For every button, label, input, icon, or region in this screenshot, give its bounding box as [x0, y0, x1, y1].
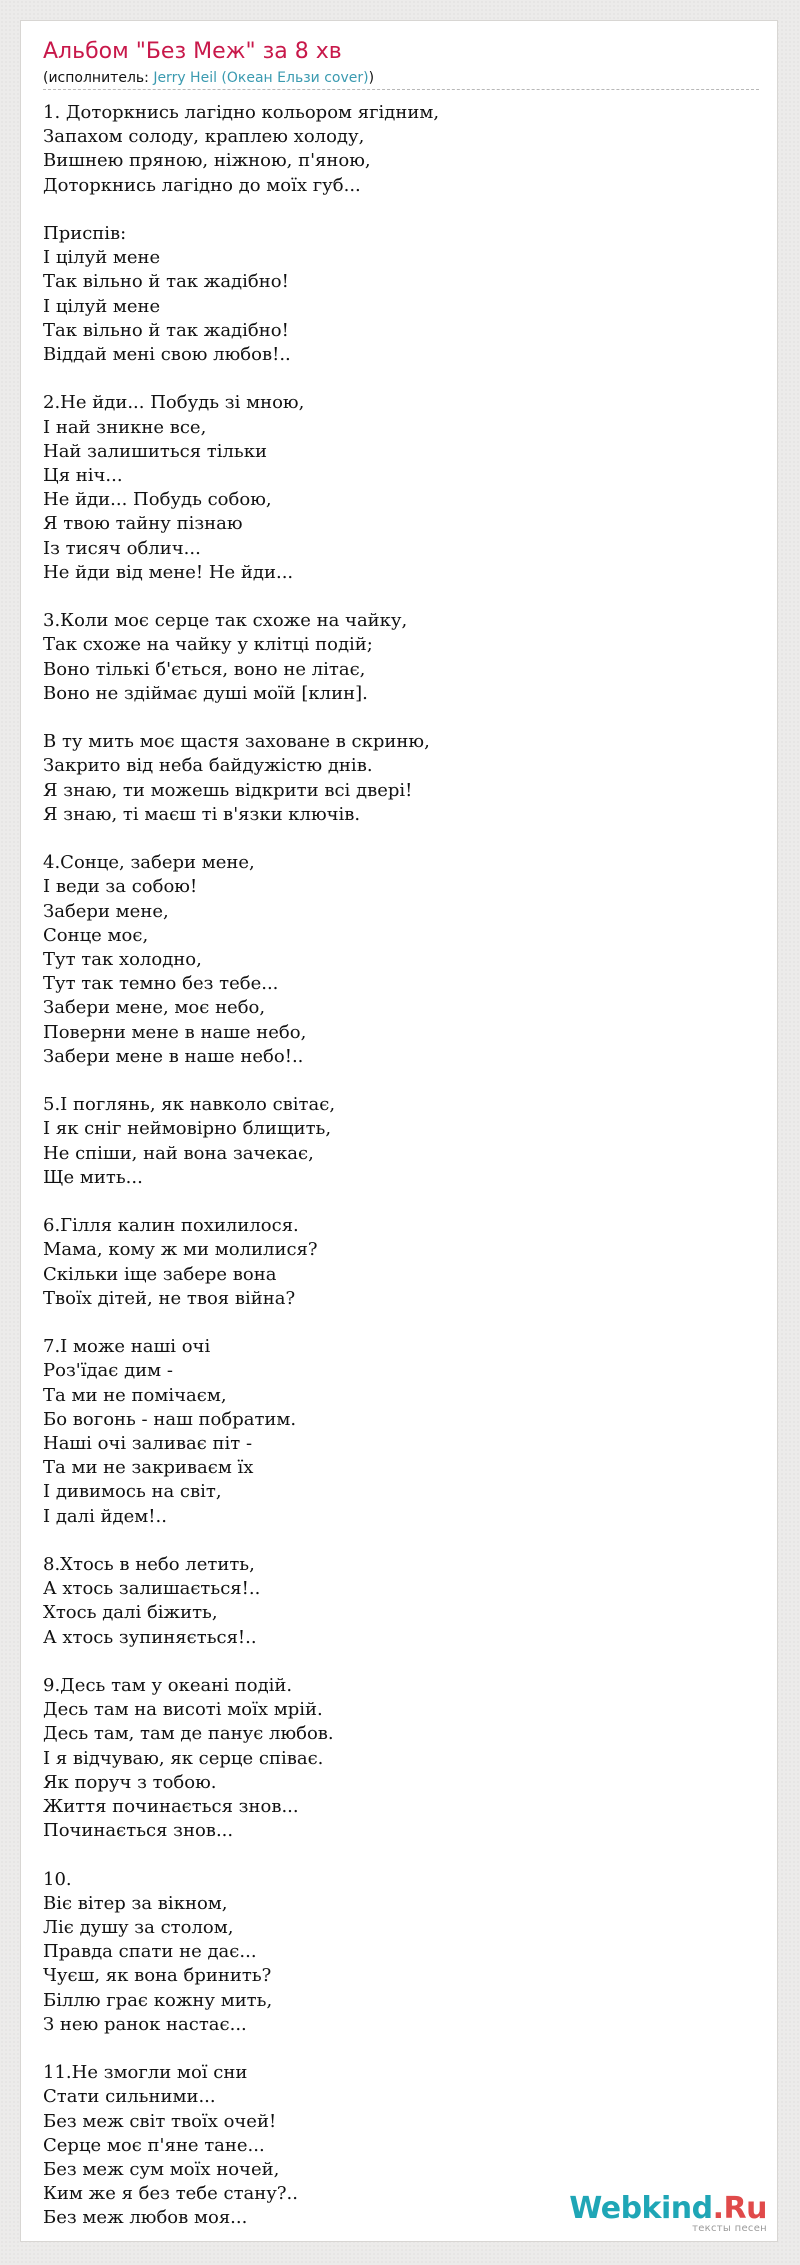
lyric-line: Та ми не помічаєм,: [43, 1384, 227, 1406]
lyric-line: Не йди від мене! Не йди...: [43, 561, 294, 583]
lyric-line: Запахом солоду, краплею холоду,: [43, 126, 365, 148]
lyric-line: Роз'їдає дим -: [43, 1360, 173, 1382]
lyric-stanza: [43, 1674, 759, 1843]
performer-suffix: ): [368, 70, 375, 86]
lyric-line: Не спіши, най вона зачекає,: [43, 1142, 314, 1164]
lyric-line: І я відчуваю, як серце співає.: [43, 1747, 324, 1769]
lyric-line: Вишнею пряною, ніжною, п'яною,: [43, 150, 371, 172]
lyrics-body: [43, 101, 759, 2255]
lyric-line: Без меж світ твоїх очей!: [43, 2110, 277, 2132]
lyric-line: Так вільно й так жадібно!: [43, 319, 289, 341]
lyric-line: Хтось далі біжить,: [43, 1602, 218, 1624]
lyric-line: Ця ніч...: [43, 465, 123, 487]
lyric-line: Чуєш, як вона бринить?: [43, 1965, 272, 1987]
lyric-line: Не йди... Побудь собою,: [43, 489, 272, 511]
lyric-line: Забери мене, моє небо,: [43, 997, 266, 1019]
lyric-line: Без меж сум моїх ночей,: [43, 2159, 280, 2181]
lyric-stanza: [43, 222, 759, 367]
lyric-line: Сонце моє,: [43, 924, 149, 946]
lyric-stanza: [43, 101, 759, 198]
lyric-line: 2.Не йди... Побудь зі мною,: [43, 392, 305, 414]
lyric-stanza: [43, 1335, 759, 1529]
lyric-line: Десь там, там де панує любов.: [43, 1723, 334, 1745]
lyric-stanza: [43, 609, 759, 706]
lyric-line: Ким же я без тебе стану?..: [43, 2183, 298, 2205]
lyric-line: І дивимось на світ,: [43, 1481, 222, 1503]
lyric-line: І далі йдем!..: [43, 1505, 167, 1527]
lyric-stanza: [43, 730, 759, 827]
lyric-line: Твоїх дітей, не твоя війна?: [43, 1287, 296, 1309]
lyric-line: Доторкнись лагідно до моїх губ...: [43, 174, 361, 196]
lyric-stanza: [43, 1553, 759, 1650]
lyric-line: Я знаю, ті маєш ті в'язки ключів.: [43, 803, 361, 825]
lyric-line: І цілуй мене: [43, 295, 161, 317]
performer-link[interactable]: Jerry Heil (Океан Ельзи cover): [153, 70, 369, 86]
performer-line: [43, 70, 759, 90]
lyric-line: Стати сильними...: [43, 2086, 216, 2108]
lyrics-card: [20, 20, 778, 2242]
logo-tld: .Ru: [712, 2191, 767, 2226]
lyric-line: Воно не здіймає душі моїй [клин].: [43, 682, 368, 704]
lyric-line: Я твою тайну пізнаю: [43, 513, 243, 535]
lyric-line: Правда спати не дає...: [43, 1941, 257, 1963]
lyric-line: 5.І поглянь, як навколо світає,: [43, 1094, 336, 1116]
lyric-line: Віє вітер за вікном,: [43, 1892, 228, 1914]
lyric-line: Як поруч з тобою.: [43, 1771, 217, 1793]
lyric-line: Десь там на висоті моїх мрій.: [43, 1699, 323, 1721]
lyric-line: Скільки іще забере вона: [43, 1263, 277, 1285]
lyric-line: Життя починається знов...: [43, 1796, 299, 1818]
lyric-line: В ту мить моє щастя заховане в скриню,: [43, 731, 430, 753]
lyric-line: 6.Гілля калин похилилося.: [43, 1215, 299, 1237]
lyric-line: Я знаю, ти можешь відкрити всі двері!: [43, 779, 413, 801]
lyric-line: Ліє душу за столом,: [43, 1917, 234, 1939]
lyric-line: 7.І може наші очі: [43, 1336, 211, 1358]
lyric-line: Поверни мене в наше небо,: [43, 1021, 307, 1043]
lyric-line: 11.Не змогли мої сни: [43, 2062, 248, 2084]
lyric-line: І цілуй мене: [43, 247, 161, 269]
logo-wordmark: Webkind: [569, 2191, 713, 2226]
lyric-line: Ще мить...: [43, 1166, 143, 1188]
lyric-stanza: [43, 1214, 759, 1311]
lyric-line: А хтось залишається!..: [43, 1578, 261, 1600]
performer-prefix: (исполнитель:: [43, 70, 154, 86]
lyric-line: Наші очі заливає піт -: [43, 1433, 253, 1455]
lyric-line: Забери мене в наше небо!..: [43, 1045, 304, 1067]
lyric-line: Та ми не закриваєм їх: [43, 1457, 254, 1479]
lyric-line: Із тисяч облич...: [43, 537, 201, 559]
lyric-line: Так схоже на чайку у клітці подій;: [43, 634, 373, 656]
lyric-line: Тут так холодно,: [43, 949, 202, 971]
lyric-line: І як сніг неймовірно блищить,: [43, 1118, 332, 1140]
lyric-stanza: [43, 1093, 759, 1190]
lyric-line: 8.Хтось в небо летить,: [43, 1554, 255, 1576]
lyric-line: 10.: [43, 1868, 72, 1890]
logo-tagline: тексты песен: [692, 2223, 767, 2234]
lyric-line: Віддай мені свою любов!..: [43, 344, 291, 366]
lyric-line: І веди за собою!: [43, 876, 198, 898]
lyric-line: Приспів:: [43, 223, 127, 244]
lyric-line: З нею ранок настає...: [43, 2013, 247, 2035]
site-logo[interactable]: [569, 2193, 767, 2234]
lyric-line: 3.Коли моє серце так схоже на чайку,: [43, 610, 408, 632]
lyric-line: Бо вогонь - наш побратим.: [43, 1408, 297, 1430]
lyric-line: Серце моє п'яне тане...: [43, 2134, 265, 2156]
lyric-line: Забери мене,: [43, 900, 169, 922]
lyric-line: Закрито від неба байдужістю днів.: [43, 755, 373, 777]
lyric-stanza: [43, 851, 759, 1069]
lyric-line: Починається знов...: [43, 1820, 234, 1842]
lyric-line: А хтось зупиняється!..: [43, 1626, 257, 1648]
lyric-line: 4.Сонце, забери мене,: [43, 852, 255, 874]
lyric-line: 9.Десь там у океані подій.: [43, 1675, 293, 1697]
lyric-stanza: [43, 391, 759, 585]
lyric-line: Так вільно й так жадібно!: [43, 271, 289, 293]
lyric-line: Біллю грає кожну мить,: [43, 1989, 273, 2011]
lyric-line: Най залишиться тільки: [43, 440, 267, 462]
lyric-line: Без меж любов моя...: [43, 2207, 248, 2229]
lyric-line: Мама, кому ж ми молилися?: [43, 1239, 318, 1261]
lyric-stanza: [43, 1868, 759, 2037]
lyric-line: 1. Доторкнись лагідно кольором ягідним,: [43, 102, 440, 123]
page-title: Альбом "Без Меж" за 8 хв: [43, 39, 342, 64]
lyric-line: І най зникне все,: [43, 416, 207, 438]
lyric-line: Тут так темно без тебе...: [43, 973, 279, 995]
lyric-line: Воно тількі б'ється, воно не літає,: [43, 658, 366, 680]
